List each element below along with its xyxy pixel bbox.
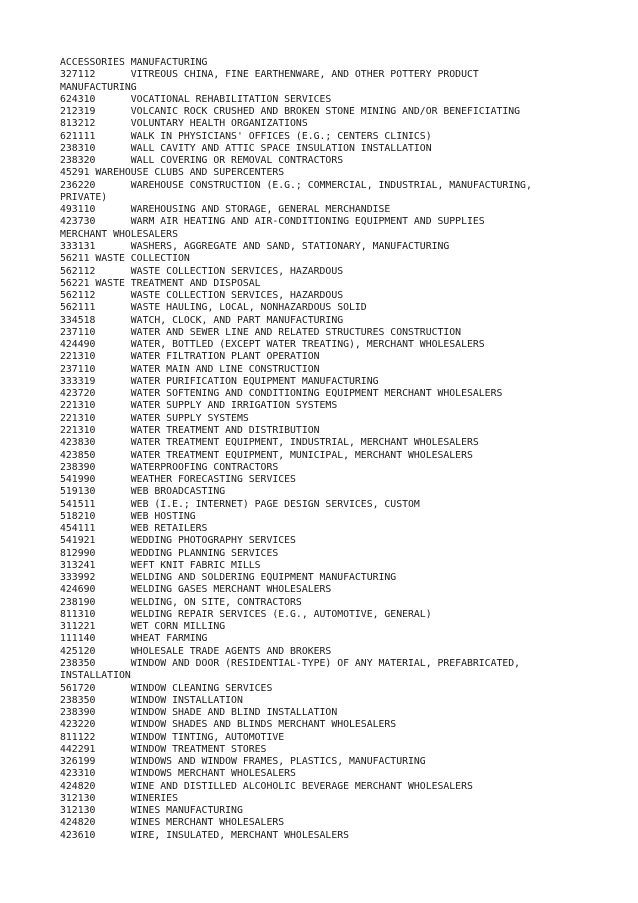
listing-line: 424690 WELDING GASES MERCHANT WHOLESALERS xyxy=(60,584,332,596)
listing-line: MERCHANT WHOLESALERS xyxy=(60,228,178,240)
listing-line: 333131 WASHERS, AGGREGATE AND SAND, STATIONARY, MANUFACTURING xyxy=(60,240,450,252)
listing-line: 519130 WEB BROADCASTING xyxy=(60,486,226,498)
listing-line: 238390 WINDOW SHADE AND BLIND INSTALLATION xyxy=(60,707,338,719)
listing-line: 424820 WINES MERCHANT WHOLESALERS xyxy=(60,817,285,829)
listing-line: 541921 WEDDING PHOTOGRAPHY SERVICES xyxy=(60,535,296,547)
listing-line: 621111 WALK IN PHYSICIANS' OFFICES (E.G.; CENTERS CLINICS) xyxy=(60,130,432,142)
listing-line: 238390 WATERPROOFING CONTRACTORS xyxy=(60,461,279,473)
listing-line: 493110 WAREHOUSING AND STORAGE, GENERAL MERCHANDISE xyxy=(60,204,391,216)
listing-line: 238320 WALL COVERING OR REMOVAL CONTRACTORS xyxy=(60,155,344,167)
listing-line: 423220 WINDOW SHADES AND BLINDS MERCHANT WHOLESALERS xyxy=(60,719,397,731)
listing-line: 811310 WELDING REPAIR SERVICES (E.G., AUTOMOTIVE, GENERAL) xyxy=(60,608,432,620)
listing-line: 813212 VOLUNTARY HEALTH ORGANIZATIONS xyxy=(60,118,308,130)
listing-line: 333992 WELDING AND SOLDERING EQUIPMENT MANUFACTURING xyxy=(60,572,397,584)
listing-line: 56221 WASTE TREATMENT AND DISPOSAL xyxy=(60,277,261,289)
listing-line: 221310 WATER SUPPLY SYSTEMS xyxy=(60,412,249,424)
listing-line: 237110 WATER MAIN AND LINE CONSTRUCTION xyxy=(60,363,320,375)
listing-line: 624310 VOCATIONAL REHABILITATION SERVICES xyxy=(60,93,332,105)
listing-line: 562111 WASTE HAULING, LOCAL, NONHAZARDOUS SOLID xyxy=(60,302,367,314)
listing-line: 423310 WINDOWS MERCHANT WHOLESALERS xyxy=(60,768,296,780)
listing-line: 423830 WATER TREATMENT EQUIPMENT, INDUSTRIAL, MERCHANT WHOLESALERS xyxy=(60,437,479,449)
listing-line: MANUFACTURING xyxy=(60,81,137,93)
listing-line: INSTALLATION xyxy=(60,670,131,682)
listing-line: 424490 WATER, BOTTLED (EXCEPT WATER TREATING), MERCHANT WHOLESALERS xyxy=(60,339,485,351)
listing-line: 221310 WATER SUPPLY AND IRRIGATION SYSTEMS xyxy=(60,400,338,412)
listing-line: 212319 VOLCANIC ROCK CRUSHED AND BROKEN STONE MINING AND/OR BENEFICIATING xyxy=(60,106,521,118)
listing-line: 111140 WHEAT FARMING xyxy=(60,633,208,645)
listing-line: PRIVATE) xyxy=(60,191,108,203)
listing-line: 326199 WINDOWS AND WINDOW FRAMES, PLASTICS, MANUFACTURING xyxy=(60,756,426,768)
listing-line: 562112 WASTE COLLECTION SERVICES, HAZARDOUS xyxy=(60,265,344,277)
listing-line: 221310 WATER TREATMENT AND DISTRIBUTION xyxy=(60,424,320,436)
listing-line: 238310 WALL CAVITY AND ATTIC SPACE INSULATION INSTALLATION xyxy=(60,142,432,154)
listing-line: 313241 WEFT KNIT FABRIC MILLS xyxy=(60,559,261,571)
listing-line: 442291 WINDOW TREATMENT STORES xyxy=(60,743,267,755)
listing-line: 423850 WATER TREATMENT EQUIPMENT, MUNICIPAL, MERCHANT WHOLESALERS xyxy=(60,449,473,461)
listing-line: 424820 WINE AND DISTILLED ALCOHOLIC BEVERAGE MERCHANT WHOLESALERS xyxy=(60,780,473,792)
listing-line: 312130 WINERIES xyxy=(60,792,178,804)
listing-line: 518210 WEB HOSTING xyxy=(60,510,196,522)
listing-line: 311221 WET CORN MILLING xyxy=(60,621,226,633)
listing-line: 45291 WAREHOUSE CLUBS AND SUPERCENTERS xyxy=(60,167,285,179)
listing-line: 811122 WINDOW TINTING, AUTOMOTIVE xyxy=(60,731,285,743)
listing-line: 423730 WARM AIR HEATING AND AIR-CONDITIONING EQUIPMENT AND SUPPLIES xyxy=(60,216,485,228)
listing-line: 561720 WINDOW CLEANING SERVICES xyxy=(60,682,273,694)
listing-line: 238350 WINDOW AND DOOR (RESIDENTIAL-TYPE) OF ANY MATERIAL, PREFABRICATED, xyxy=(60,658,521,670)
listing-line: ACCESSORIES MANUFACTURING xyxy=(60,57,208,68)
listing-line: 541511 WEB (I.E.; INTERNET) PAGE DESIGN SERVICES, CUSTOM xyxy=(60,498,420,510)
listing-line: 423720 WATER SOFTENING AND CONDITIONING EQUIPMENT MERCHANT WHOLESALERS xyxy=(60,388,503,400)
listing-line: 541990 WEATHER FORECASTING SERVICES xyxy=(60,474,296,486)
listing-line: 425120 WHOLESALE TRADE AGENTS AND BROKERS xyxy=(60,645,332,657)
listing-line: 236220 WAREHOUSE CONSTRUCTION (E.G.; COMMERCIAL, INDUSTRIAL, MANUFACTURING, xyxy=(60,179,532,191)
listing-line: 562112 WASTE COLLECTION SERVICES, HAZARDOUS xyxy=(60,290,344,302)
listing-line: 334518 WATCH, CLOCK, AND PART MANUFACTURING xyxy=(60,314,344,326)
listing-line: 423610 WIRE, INSULATED, MERCHANT WHOLESALERS xyxy=(60,829,350,841)
listing-line: 221310 WATER FILTRATION PLANT OPERATION xyxy=(60,351,320,363)
listing-line: 238350 WINDOW INSTALLATION xyxy=(60,694,243,706)
listing-line: 312130 WINES MANUFACTURING xyxy=(60,805,243,817)
industry-code-listing xyxy=(60,57,620,842)
listing-line: 333319 WATER PURIFICATION EQUIPMENT MANUFACTURING xyxy=(60,375,379,387)
listing-line: 812990 WEDDING PLANNING SERVICES xyxy=(60,547,279,559)
listing-line: 454111 WEB RETAILERS xyxy=(60,523,208,535)
listing-line: 238190 WELDING, ON SITE, CONTRACTORS xyxy=(60,596,302,608)
listing-line: 327112 VITREOUS CHINA, FINE EARTHENWARE, AND OTHER POTTERY PRODUCT xyxy=(60,69,479,81)
listing-line: 56211 WASTE COLLECTION xyxy=(60,253,190,265)
listing-line: 237110 WATER AND SEWER LINE AND RELATED STRUCTURES CONSTRUCTION xyxy=(60,326,462,338)
